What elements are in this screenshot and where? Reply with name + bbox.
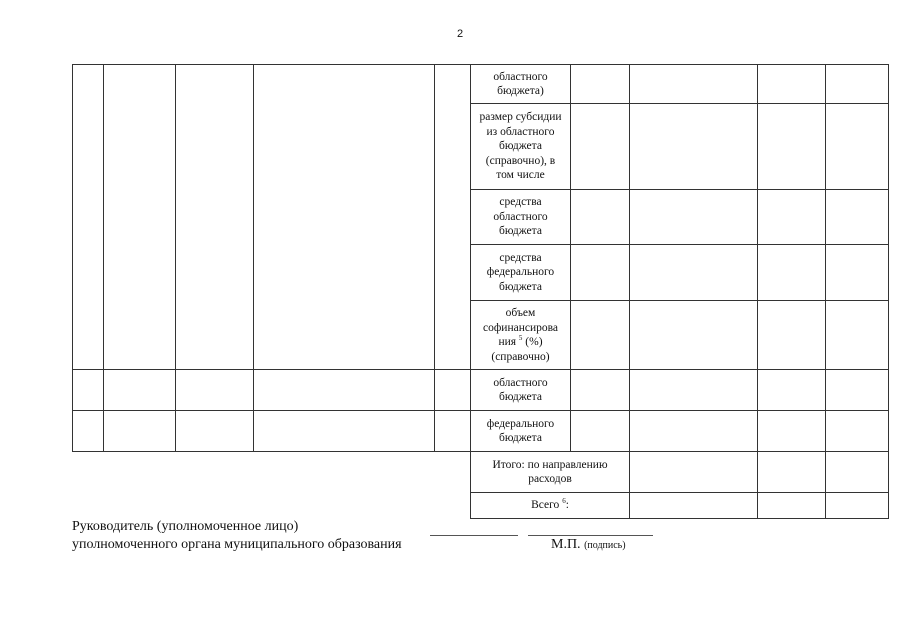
stamp-mark bbox=[551, 537, 626, 553]
row-divider bbox=[72, 369, 471, 370]
signature-line-right bbox=[528, 535, 653, 536]
row-label-oblastnogo-byudzheta: областного бюджета) bbox=[493, 70, 548, 97]
row-label-razmer-subsidii: размер субсидии из областного бюджета (справочно), в том числе bbox=[479, 111, 562, 182]
signature-line-left bbox=[430, 535, 518, 536]
table-bottom-border bbox=[470, 518, 889, 519]
row-label-sredstva-oblastnogo: средства областного бюджета bbox=[493, 196, 548, 238]
row-label-federalnogo-byudzheta: федерального бюджета bbox=[486, 417, 555, 444]
row-divider bbox=[72, 410, 471, 411]
signatory-title-line1: Руководитель (уполномоченное лицо) bbox=[72, 519, 299, 534]
stamp-label: М.П. bbox=[551, 537, 581, 552]
left-block-bottom-border bbox=[72, 451, 470, 452]
column-divider bbox=[72, 64, 73, 452]
row-label-sredstva-federalnogo: средства федерального бюджета bbox=[486, 251, 555, 293]
column-divider bbox=[253, 64, 254, 452]
row-label-obem-sofinansirovaniya: объем софинансирова ния $^5$ (%) (справочно) bbox=[482, 307, 558, 363]
column-divider bbox=[175, 64, 176, 452]
row-label-oblastnogo-byudzheta-2: областного бюджета bbox=[493, 376, 548, 403]
row-label-itogo-po-napravleniyu: Итого: по направлению расходов bbox=[492, 458, 608, 485]
column-divider bbox=[434, 64, 435, 452]
signatory-title-line2: уполномоченного органа муниципального образования bbox=[72, 537, 402, 552]
column-divider bbox=[570, 64, 571, 452]
column-divider bbox=[103, 64, 104, 452]
row-label-vsego: Всего $^6$: bbox=[531, 497, 569, 512]
page-number: 2 bbox=[456, 28, 464, 40]
signature-caption: (подпись) bbox=[584, 540, 626, 551]
